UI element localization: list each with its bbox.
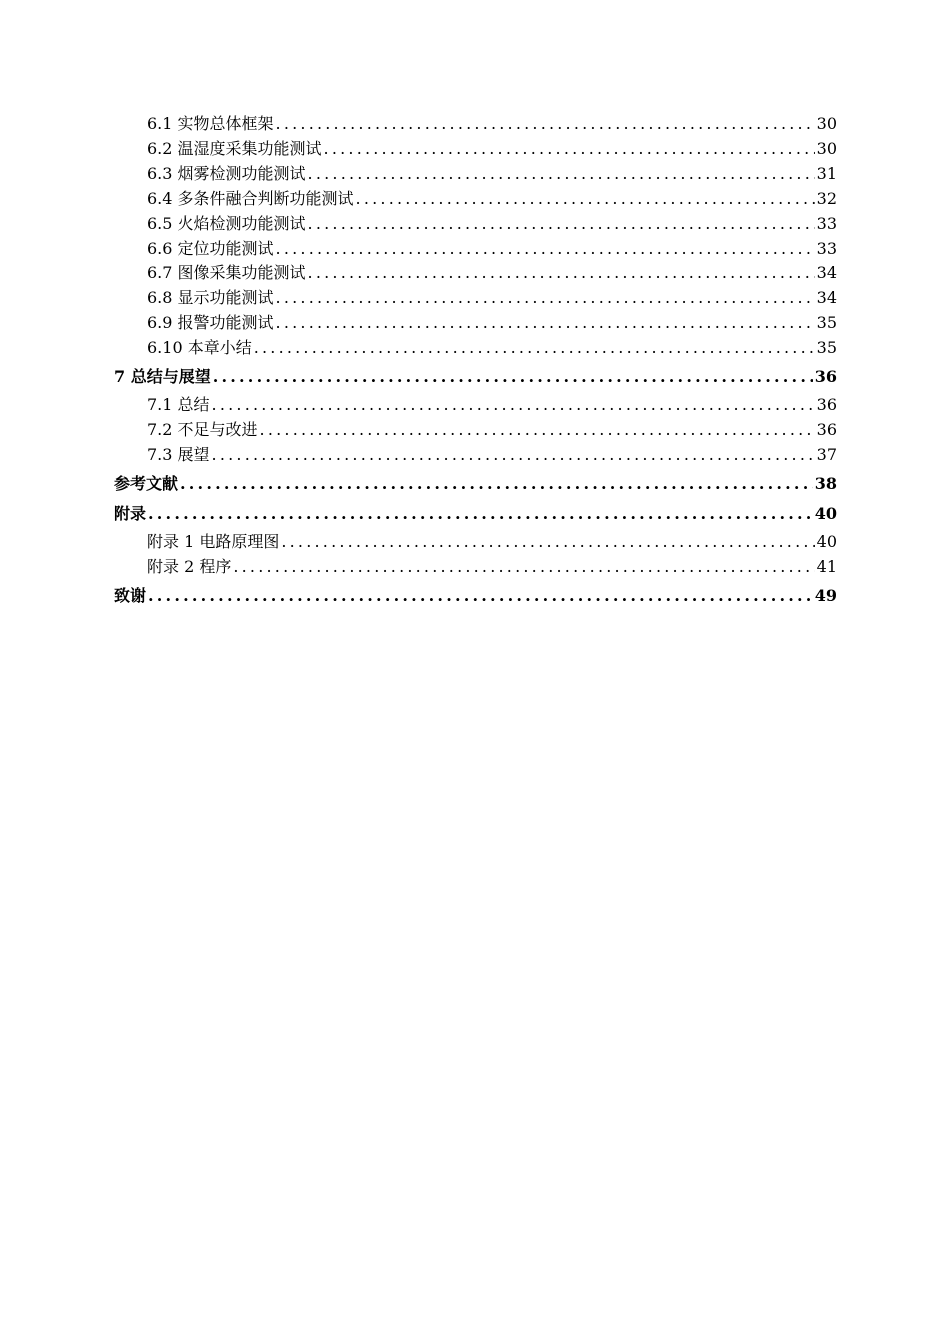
toc-entry-6-1[interactable] — [114, 112, 837, 137]
toc-entry-title: 附录 2 程序 — [147, 556, 232, 576]
toc-entry-page: 33 — [816, 213, 837, 233]
toc-entry-title: 致谢 — [114, 585, 147, 605]
toc-entry-page: 40 — [814, 503, 837, 523]
toc-entry-page: 38 — [814, 473, 837, 493]
toc-entry-title: 7.3 展望 — [147, 444, 210, 464]
toc-entry-title: 6.10 本章小结 — [147, 338, 252, 358]
toc-entry-appendix-2[interactable] — [114, 555, 837, 580]
toc-dot-leader — [356, 187, 815, 212]
toc-entry-7-2[interactable] — [114, 418, 837, 443]
toc-entry-6-8[interactable] — [114, 286, 837, 311]
toc-dot-leader — [281, 530, 814, 555]
toc-dot-leader — [148, 500, 813, 528]
toc-dot-leader — [308, 261, 815, 286]
toc-dot-leader — [148, 582, 813, 610]
toc-entry-title: 6.4 多条件融合判断功能测试 — [147, 188, 354, 208]
toc-entry-6-3[interactable] — [114, 162, 837, 187]
toc-entry-6-5[interactable] — [114, 212, 837, 237]
toc-entry-references[interactable] — [114, 470, 837, 498]
toc-entry-chapter-7[interactable] — [114, 363, 837, 391]
toc-dot-leader — [254, 336, 815, 361]
toc-dot-leader — [180, 470, 813, 498]
toc-entry-page: 36 — [816, 419, 837, 439]
toc-entry-page: 34 — [816, 263, 837, 283]
toc-entry-title: 6.1 实物总体框架 — [147, 114, 274, 133]
toc-entry-title: 6.7 图像采集功能测试 — [147, 263, 306, 283]
toc-entry-page: 30 — [816, 114, 837, 133]
toc-entry-appendix[interactable] — [114, 500, 837, 528]
toc-entry-6-7[interactable] — [114, 261, 837, 286]
toc-entry-title: 6.3 烟雾检测功能测试 — [147, 163, 306, 183]
toc-entry-title: 6.2 温湿度采集功能测试 — [147, 138, 322, 158]
toc-entry-appendix-1[interactable] — [114, 530, 837, 555]
toc-entry-title: 6.9 报警功能测试 — [147, 313, 274, 333]
toc-entry-title: 附录 — [114, 503, 147, 523]
toc-entry-6-10[interactable] — [114, 336, 837, 361]
toc-dot-leader — [276, 286, 815, 311]
toc-entry-7-3[interactable] — [114, 443, 837, 468]
toc-entry-title: 6.8 显示功能测试 — [147, 288, 274, 308]
toc-entry-title: 附录 1 电路原理图 — [147, 531, 280, 551]
toc-entry-page: 30 — [816, 138, 837, 158]
toc-entry-title: 7 总结与展望 — [114, 367, 211, 387]
toc-dot-leader — [308, 162, 815, 187]
toc-dot-leader — [324, 137, 815, 162]
toc-entry-page: 34 — [816, 288, 837, 308]
toc-entry-page: 40 — [816, 531, 837, 551]
toc-entry-6-9[interactable] — [114, 311, 837, 336]
toc-dot-leader — [276, 311, 815, 336]
toc-entry-title: 6.6 定位功能测试 — [147, 238, 274, 258]
toc-dot-leader — [212, 443, 815, 468]
toc-entry-6-4[interactable] — [114, 187, 837, 212]
toc-dot-leader — [213, 363, 813, 391]
toc-dot-leader — [276, 112, 815, 137]
toc-entry-6-2[interactable] — [114, 137, 837, 162]
toc-entry-title: 参考文献 — [114, 473, 179, 493]
toc-entry-page: 37 — [816, 444, 837, 464]
toc-dot-leader — [233, 555, 814, 580]
toc-entry-7-1[interactable] — [114, 393, 837, 418]
toc-entry-page: 36 — [814, 367, 837, 387]
toc-entry-acknowledgements[interactable] — [114, 582, 837, 610]
toc-dot-leader — [212, 393, 815, 418]
toc-entry-page: 35 — [816, 313, 837, 333]
toc-dot-leader — [260, 418, 815, 443]
toc-dot-leader — [276, 237, 815, 262]
toc-entry-title: 6.5 火焰检测功能测试 — [147, 213, 306, 233]
toc-entry-page: 33 — [816, 238, 837, 258]
toc-entry-page: 49 — [814, 585, 837, 605]
toc-entry-page: 36 — [816, 395, 837, 415]
toc-entry-page: 32 — [816, 188, 837, 208]
toc-entry-title: 7.1 总结 — [147, 395, 210, 415]
toc-entry-page: 31 — [816, 163, 837, 183]
toc-entry-page: 35 — [816, 338, 837, 358]
table-of-contents — [114, 112, 837, 612]
toc-entry-6-6[interactable] — [114, 237, 837, 262]
toc-entry-page: 41 — [816, 556, 837, 576]
toc-dot-leader — [308, 212, 815, 237]
toc-entry-title: 7.2 不足与改进 — [147, 419, 258, 439]
